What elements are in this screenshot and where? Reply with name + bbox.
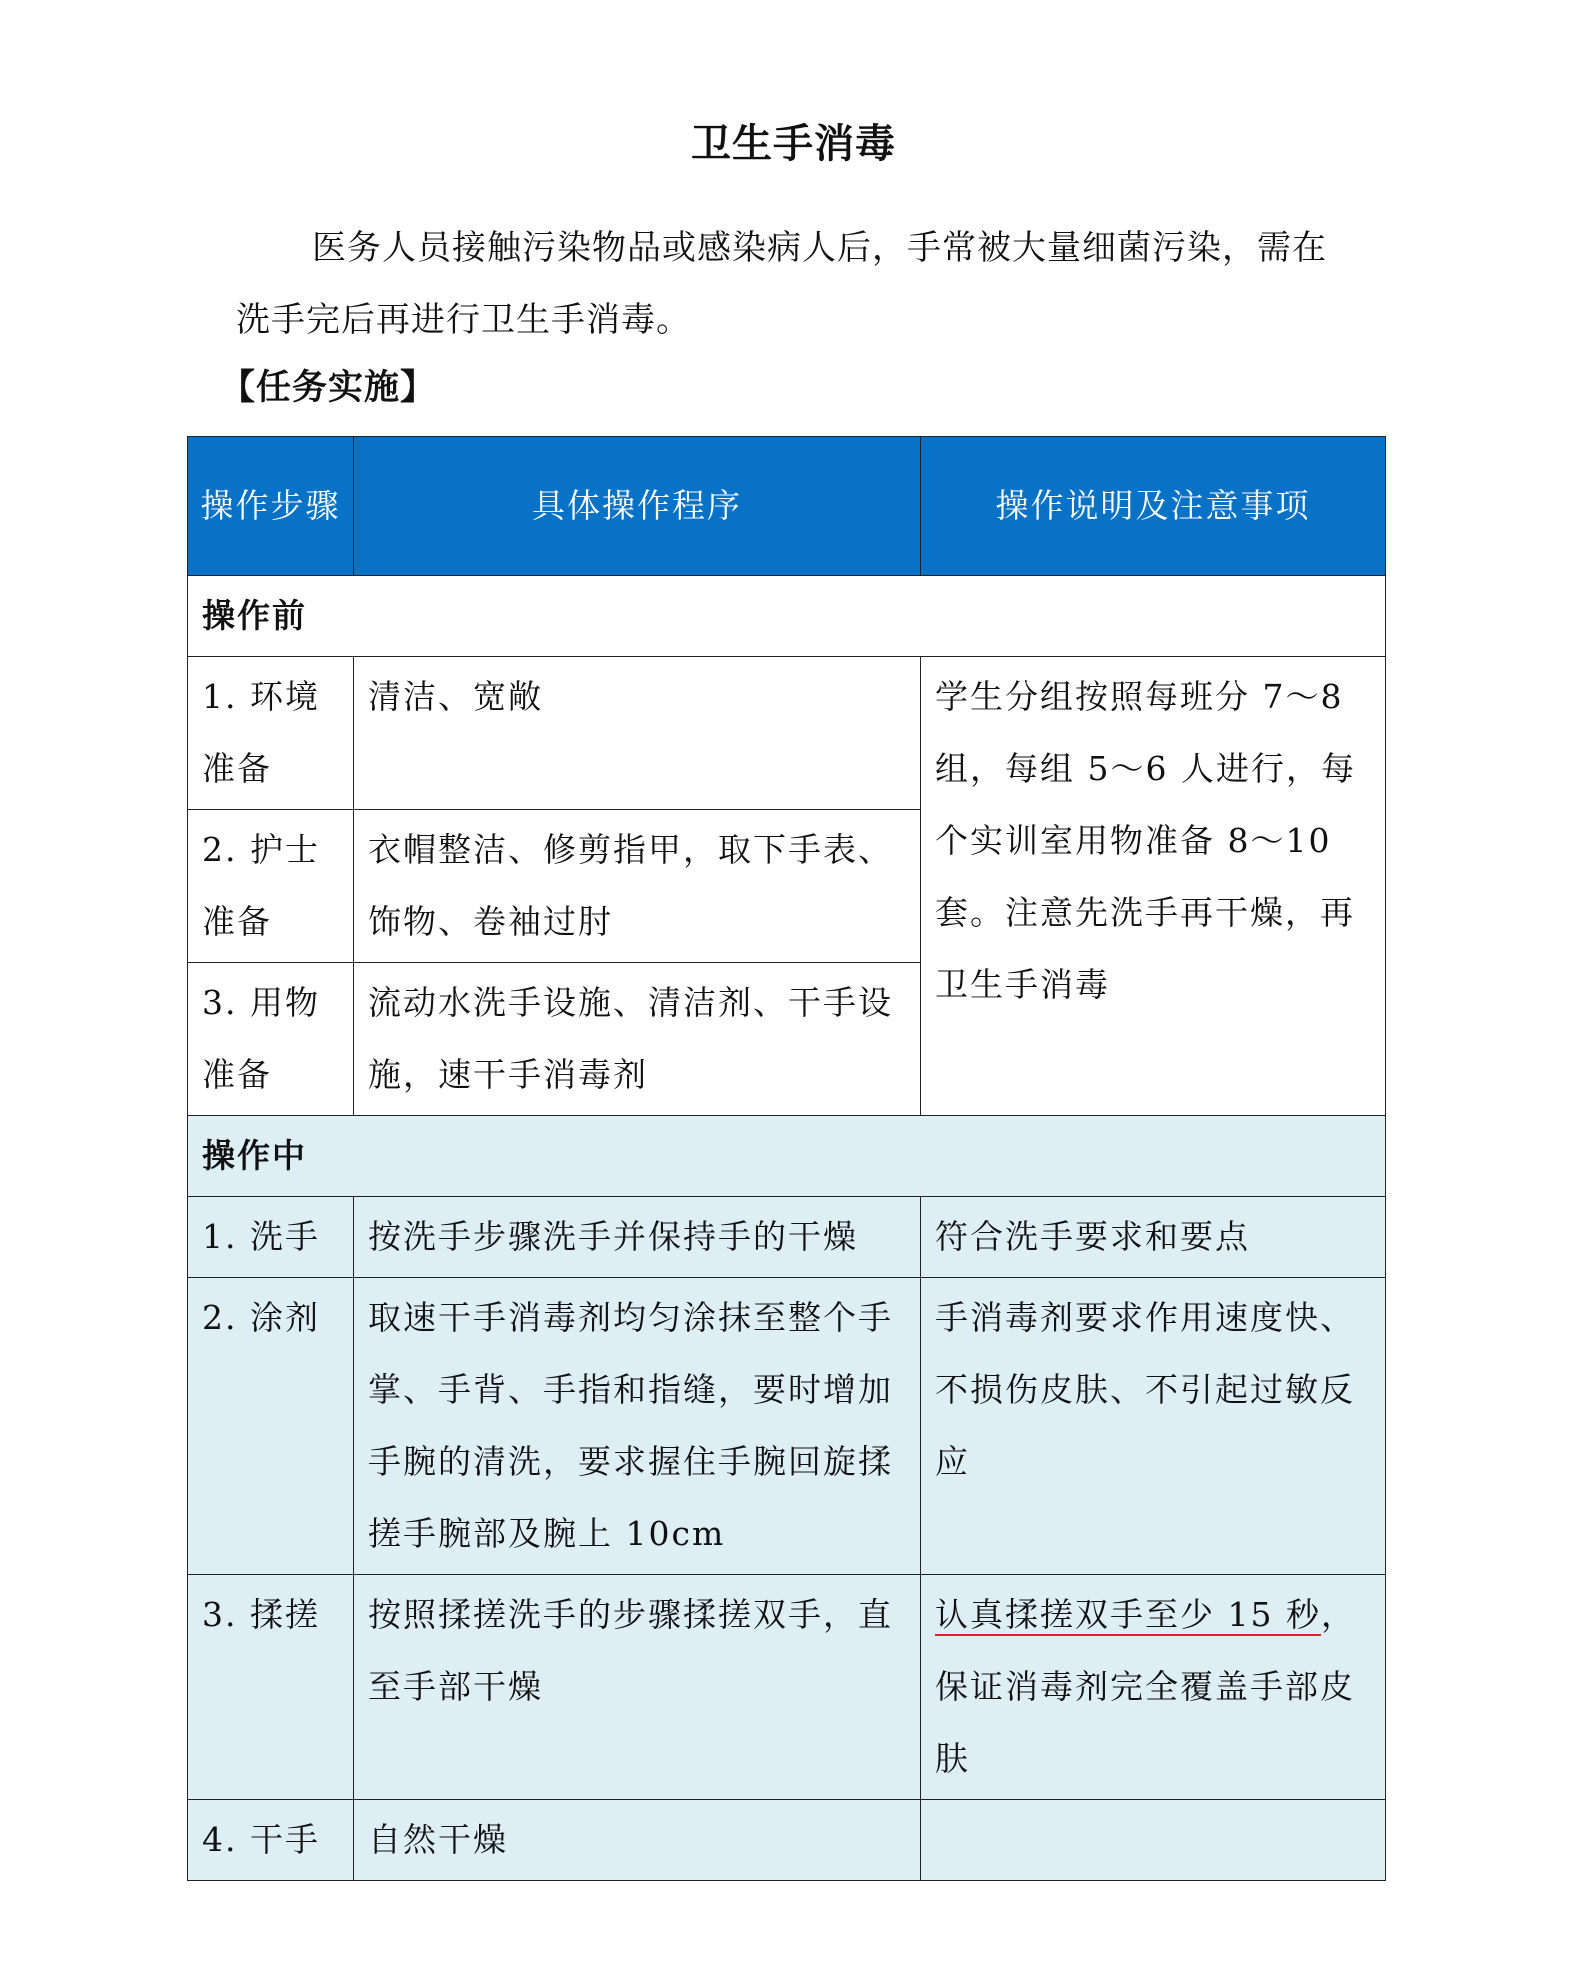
- phase-row-during: [188, 1116, 1386, 1197]
- notes-cell: [921, 1800, 1386, 1881]
- table-row: [188, 1278, 1386, 1575]
- notes-cell: 手消毒剂要求作用速度快、不损伤皮肤、不引起过敏反应: [921, 1278, 1386, 1575]
- procedure-cell: 按洗手步骤洗手并保持手的干燥: [354, 1197, 921, 1278]
- phase-label-during: 操作中: [188, 1116, 1386, 1197]
- phase-label-before: 操作前: [188, 576, 1386, 657]
- procedure-cell: 衣帽整洁、修剪指甲，取下手表、饰物、卷袖过肘: [354, 810, 921, 963]
- table-header-row: [188, 437, 1386, 576]
- step-cell: 1. 洗手: [188, 1197, 354, 1278]
- procedure-cell: 流动水洗手设施、清洁剂、干手设施，速干手消毒剂: [354, 963, 921, 1116]
- step-cell: 3. 用物准备: [188, 963, 354, 1116]
- step-cell: 2. 涂剂: [188, 1278, 354, 1575]
- step-cell: 1. 环境准备: [188, 657, 354, 810]
- highlighted-note: 认真揉搓双手至少 15 秒: [935, 1595, 1321, 1634]
- step-cell: 3. 揉搓: [188, 1575, 354, 1800]
- document-title: 卫生手消毒: [691, 120, 896, 167]
- table-row: [188, 1197, 1386, 1278]
- note-rest: ，保证消毒剂完全覆盖手部皮肤: [935, 1595, 1356, 1778]
- notes-cell: [921, 1575, 1386, 1800]
- section-heading: 【任务实施】: [220, 367, 437, 408]
- procedure-cell: 取速干手消毒剂均匀涂抹至整个手掌、手背、手指和指缝，要时增加手腕的清洗，要求握住手腕回旋揉搓手腕部及腕上 10cm: [354, 1278, 921, 1575]
- table-row: [188, 1575, 1386, 1800]
- procedure-cell: 清洁、宽敞: [354, 657, 921, 810]
- intro-paragraph: 医务人员接触污染物品或感染病人后，手常被大量细菌污染，需在洗手完后再进行卫生手消毒。: [236, 228, 1327, 340]
- procedure-cell: 按照揉搓洗手的步骤揉搓双手，直至手部干燥: [354, 1575, 921, 1800]
- table-row: [188, 1800, 1386, 1881]
- header-procedure: 具体操作程序: [354, 437, 921, 576]
- procedure-cell: 自然干燥: [354, 1800, 921, 1881]
- header-step: 操作步骤: [188, 437, 354, 576]
- step-cell: 4. 干手: [188, 1800, 354, 1881]
- notes-cell: 学生分组按照每班分 7～8 组，每组 5～6 人进行，每个实训室用物准备 8～10 套。注意先洗手再干燥，再卫生手消毒: [921, 657, 1386, 1116]
- table-row: [188, 657, 1386, 810]
- notes-cell: 符合洗手要求和要点: [921, 1197, 1386, 1278]
- header-notes: 操作说明及注意事项: [921, 437, 1386, 576]
- procedure-table: [187, 436, 1386, 1881]
- phase-row-before: [188, 576, 1386, 657]
- step-cell: 2. 护士准备: [188, 810, 354, 963]
